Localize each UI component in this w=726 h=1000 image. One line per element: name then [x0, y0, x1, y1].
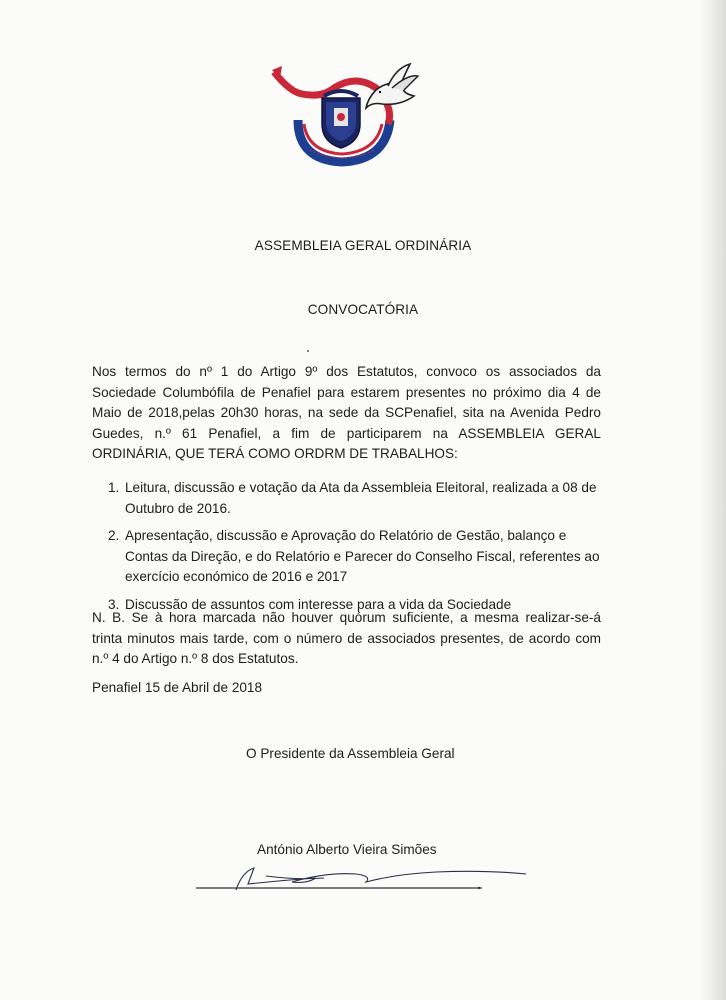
- place-date: Penafiel 15 de Abril de 2018: [92, 680, 263, 695]
- agenda-item-text: Leitura, discussão e votação da Ata da Assembleia Eleitoral, realizada a 08 de Outubro de 2016.: [125, 480, 597, 516]
- agenda-item: [92, 526, 608, 588]
- agenda-item-number: 2.: [108, 528, 120, 543]
- speck-mark: [307, 350, 309, 352]
- signer-name: António Alberto Vieira Simões: [257, 842, 437, 857]
- document-subheading: CONVOCATÓRIA: [307, 302, 419, 317]
- president-title: O Presidente da Assembleia Geral: [246, 746, 455, 761]
- agenda-item-number: 1.: [108, 480, 120, 495]
- agenda-list: [92, 478, 608, 622]
- agenda-item-text: Apresentação, discussão e Aprovação do Relatório de Gestão, balanço e Contas da Direção, e do Relatório e Parecer do Conselho Fiscal, referentes ao exercício económico de 2016 e 2017: [125, 528, 600, 584]
- page-edge-shadow: [700, 0, 726, 1000]
- agenda-item-number: 3.: [108, 596, 120, 612]
- agenda-item-text: Discussão de assuntos com interesse para a vida da Sociedade: [125, 596, 512, 612]
- signature: [196, 858, 536, 898]
- document-heading: ASSEMBLEIA GERAL ORDINÁRIA: [254, 238, 472, 253]
- club-crest-icon: [268, 62, 420, 174]
- intro-paragraph: Nos termos do nº 1 do Artigo 9º dos Estatutos, convoco os associados da Sociedade Columbófila de Penafiel para estarem presentes no próximo dia 4 de Maio de 2018,pelas 20h30 horas, na sede da SCPenafiel, sita na Avenida Pedro Guedes, n.º 61 Penafiel, a fim de participarem na ASSEMBLEIA GERAL ORDINÁRIA, QUE TERÁ COMO ORDRM DE TRABALHOS:: [92, 364, 601, 461]
- agenda-item: [92, 478, 608, 519]
- note-paragraph: N. B. Se à hora marcada não houver quórum suficiente, a mesma realizar-se-á trinta minutos mais tarde, com o número de associados presentes, de acordo com n.º 4 do Artigo n.º 8 dos Estatutos.: [92, 610, 601, 666]
